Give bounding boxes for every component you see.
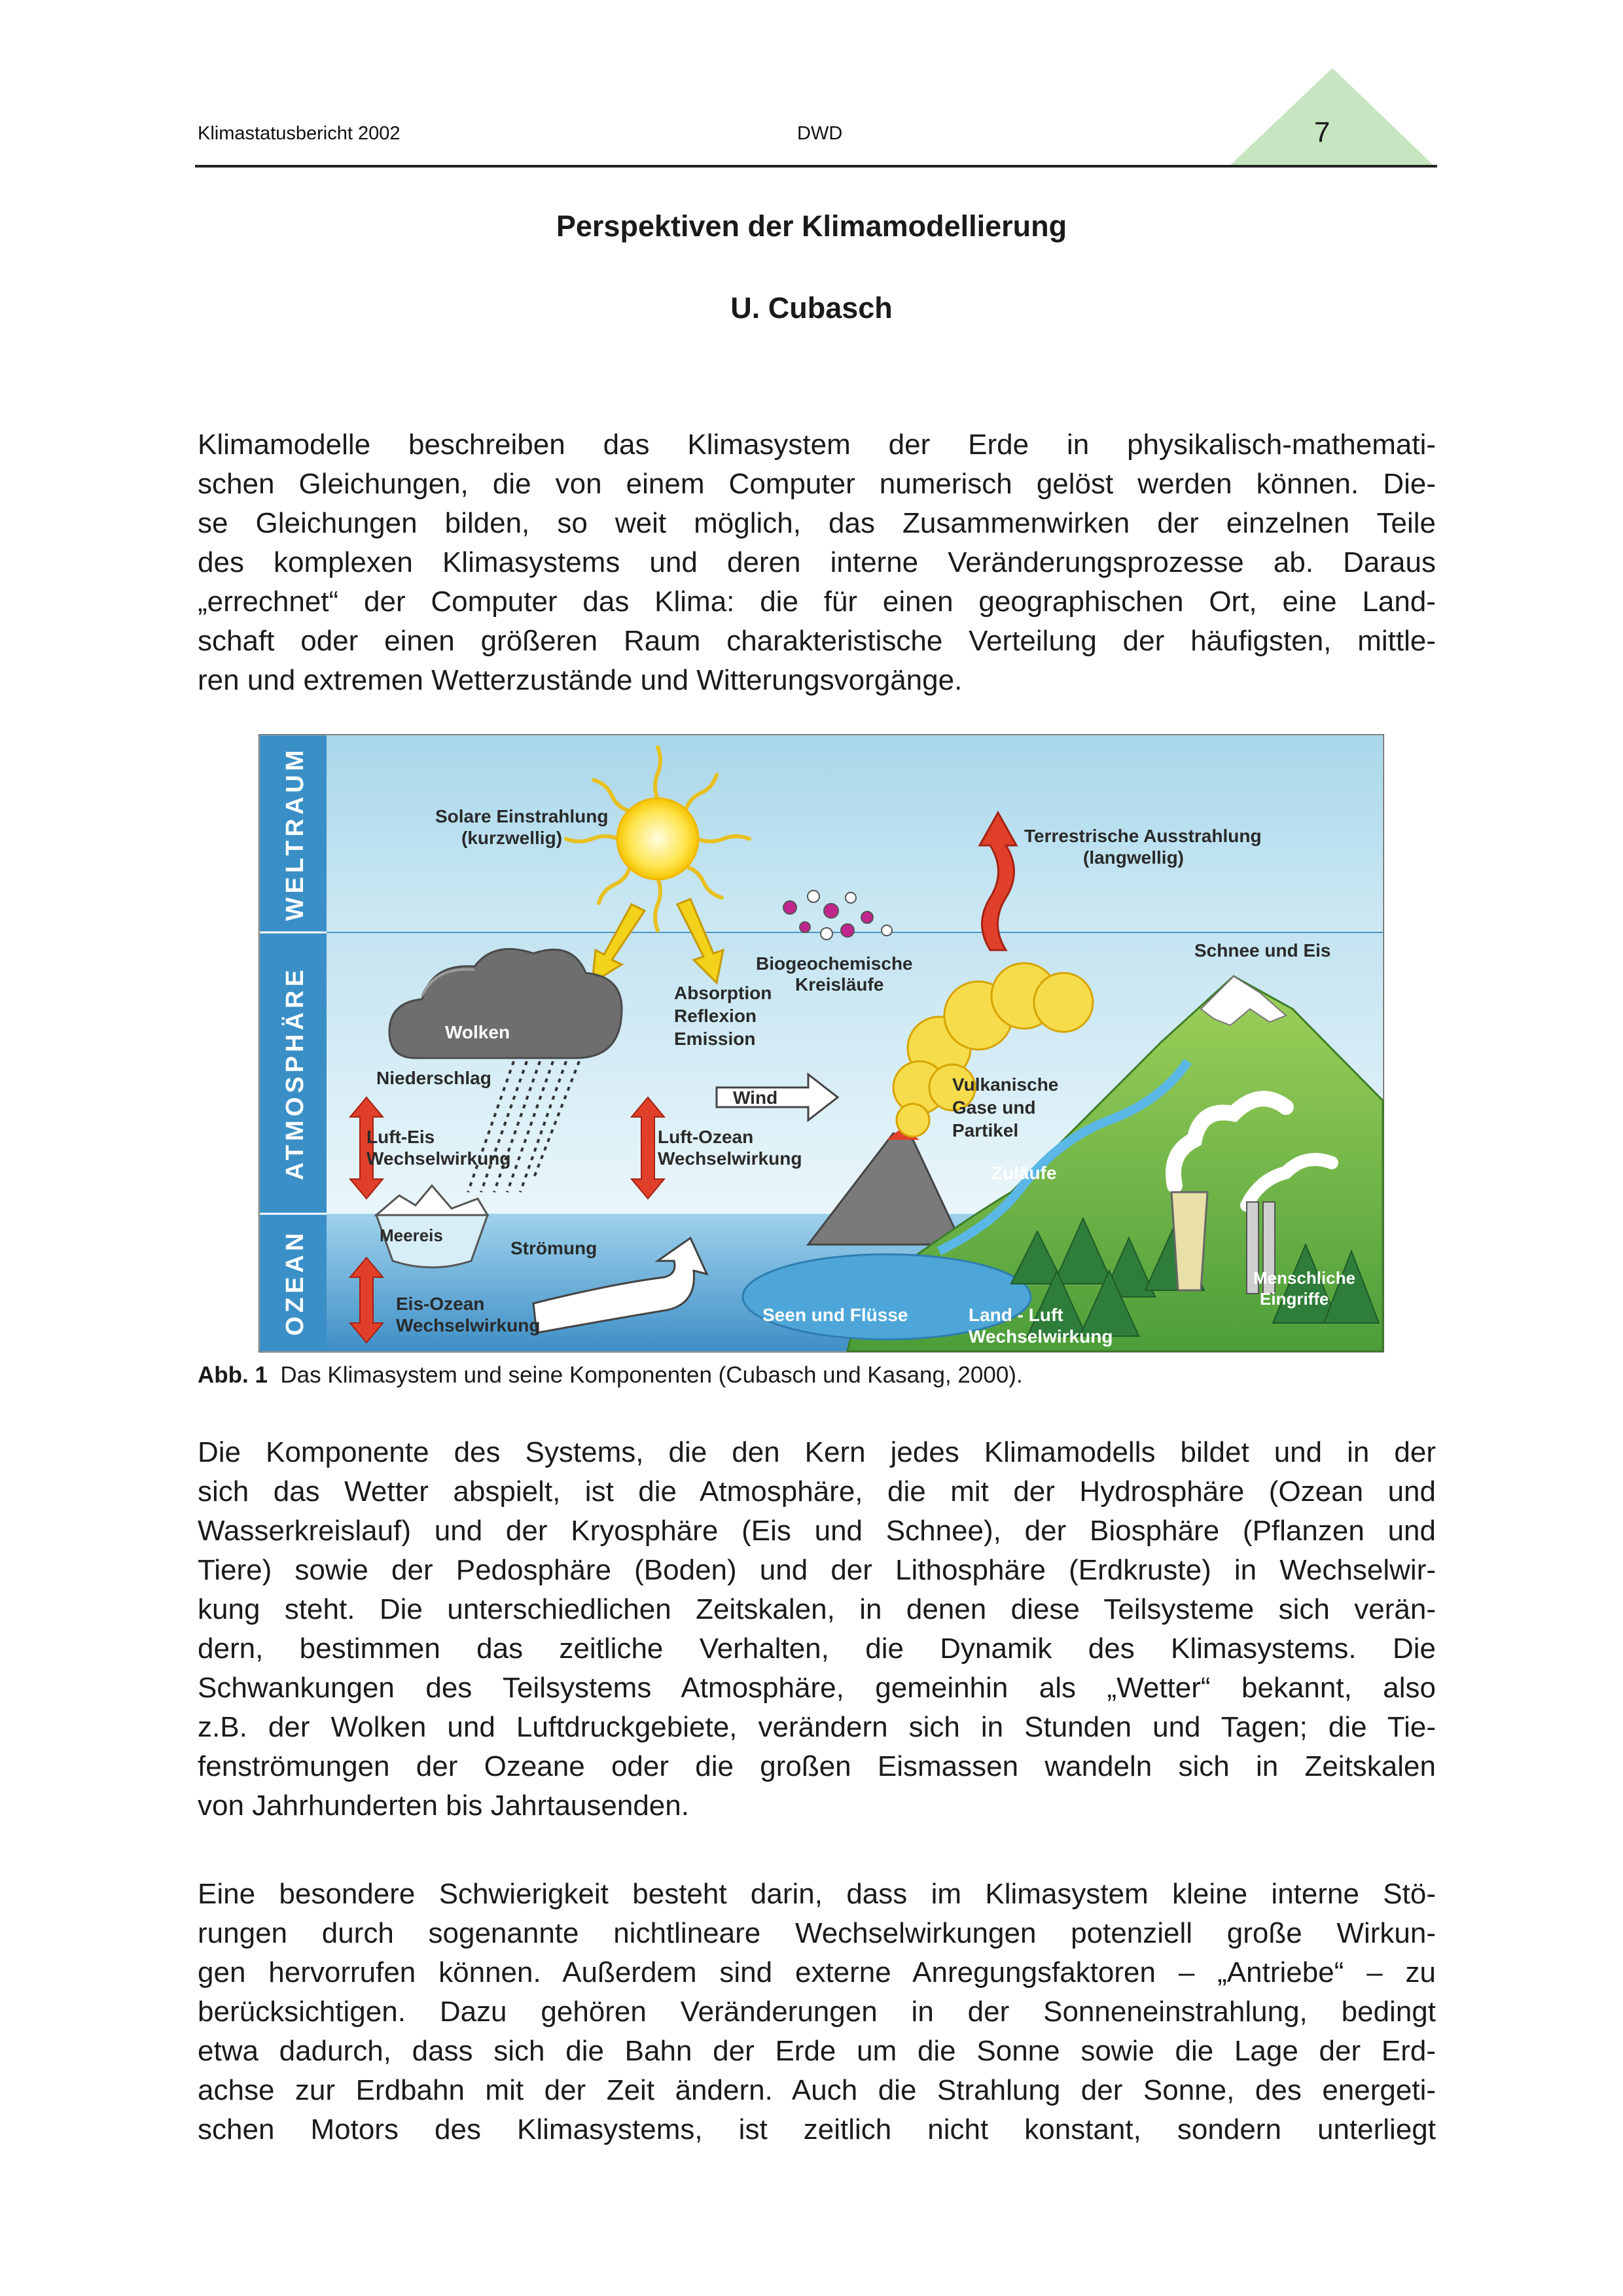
label-precipitation: Niederschlag [376,1068,491,1088]
text-line: kung steht. Die unterschiedlichen Zeitskalen, in denen diese Teilsysteme sich verän- [198,1593,1436,1625]
text-line: Die Komponente des Systems, die den Kern jedes Klimamodells bildet und in der [198,1436,1436,1468]
label-human: Menschliche [1253,1268,1356,1288]
header-report-title: Klimastatusbericht 2002 [198,123,401,144]
label-volcanic: Vulkanische [952,1074,1059,1095]
label-absorption: Absorption [674,983,772,1003]
label-land-air-sub: Wechselwirkung [969,1326,1113,1347]
label-reflexion: Reflexion [674,1006,757,1026]
label-solar-radiation-sub: (kurzwellig) [461,828,563,848]
text-line: von Jahrhunderten bis Jahrtausenden. [198,1790,689,1822]
text-line: des komplexen Klimasystems und deren interne Veränderungsprozesse ab. Daraus [198,546,1436,578]
label-solar-radiation: Solare Einstrahlung [435,806,609,826]
article-author: U. Cubasch [730,291,893,325]
label-volcanic-2: Gase und [952,1097,1036,1118]
label-tributaries: Zuläufe [991,1163,1057,1183]
label-ice-ocean: Eis-Ozean [396,1294,485,1314]
label-air-ocean-sub: Wechselwirkung [658,1148,802,1169]
label-biogeochemical-sub: Kreisläufe [795,974,884,995]
text-line: se Gleichungen bilden, so weit möglich, das Zusammenwirken der einzelnen Teile [198,507,1436,539]
label-emission: Emission [674,1029,756,1049]
page-number: 7 [1314,116,1330,149]
label-biogeochemical: Biogeochemische [756,953,913,974]
text-line: Schwankungen des Teilsystems Atmosphäre, gemeinhin als „Wetter“ bekannt, also [198,1672,1436,1704]
side-label-atmosphere: ATMOSPHÄRE [281,966,309,1180]
text-line: ren und extremen Wetterzustände und Witterungsvorgänge. [198,664,963,696]
label-current: Strömung [510,1238,597,1258]
text-line: dern, bestimmen das zeitliche Verhalten, die Dynamik des Klimasystems. Die [198,1633,1436,1665]
side-label-space: WELTRAUM [281,746,309,921]
text-line: achse zur Erdbahn mit der Zeit ändern. Auch die Strahlung der Sonne, des energeti- [198,2074,1436,2106]
label-human-sub: Eingriffe [1260,1289,1329,1309]
label-land-air: Land - Luft [969,1305,1063,1325]
text-line: rungen durch sogenannte nichtlineare Wechselwirkungen potenziell große Wirkun- [198,1917,1436,1949]
label-terrestrial-radiation-sub: (langwellig) [1083,847,1184,868]
label-wind: Wind [733,1087,778,1108]
label-volcanic-3: Partikel [952,1120,1019,1140]
label-air-ocean: Luft-Ozean [658,1127,754,1147]
text-line: gen hervorrufen können. Außerdem sind externe Anregungsfaktoren – „Antriebe“ – zu [198,1956,1436,1988]
text-line: Tiere) sowie der Pedosphäre (Boden) und der Lithosphäre (Erdkruste) in Wechselwir- [198,1554,1436,1586]
label-sea-ice: Meereis [380,1226,443,1245]
text-line: z.B. der Wolken und Luftdruckgebiete, verändern sich in Stunden und Tagen; die Tie- [198,1711,1436,1743]
label-ice-ocean-sub: Wechselwirkung [396,1315,541,1335]
figure-caption [198,1362,1023,1388]
text-line: schen Gleichungen, die von einem Computer numerisch gelöst werden können. Die- [198,468,1436,500]
text-line: schen Motors des Klimasystems, ist zeitlich nicht konstant, sondern unterliegt [198,2113,1436,2146]
text-line: schaft oder einen größeren Raum charakteristische Verteilung der häufigsten, mittle- [198,625,1436,657]
header-triangle-decoration [1228,68,1436,168]
climate-system-figure [259,734,1384,1352]
text-line: etwa dadurch, dass sich die Bahn der Erde um die Sonne sowie die Lage der Erd- [198,2035,1436,2067]
text-line: Wasserkreislauf) und der Kryosphäre (Eis und Schnee), der Biosphäre (Pflanzen und [198,1515,1436,1547]
label-clouds: Wolken [445,1022,510,1042]
label-air-ice: Luft-Eis [366,1127,435,1147]
article-title: Perspektiven der Klimamodellierung [556,209,1067,243]
label-snow-ice: Schnee und Eis [1194,940,1331,961]
paragraph-difficulty [198,1875,1436,2149]
caption-label: Abb. 1 [198,1362,268,1388]
caption-text: Das Klimasystem und seine Komponenten (Cubasch und Kasang, 2000). [280,1362,1023,1388]
label-terrestrial-radiation: Terrestrische Ausstrahlung [1024,826,1262,846]
label-air-ice-sub: Wechselwirkung [366,1148,511,1169]
paragraph-components [198,1433,1436,1826]
label-lakes-rivers: Seen und Flüsse [762,1305,908,1325]
text-line: Eine besondere Schwierigkeit besteht darin, dass im Klimasystem kleine interne Stö- [198,1878,1436,1910]
text-line: berücksichtigen. Dazu gehören Veränderungen in der Sonneneinstrahlung, bedingt [198,1996,1436,2028]
header-divider [195,165,1437,168]
text-line: „errechnet“ der Computer das Klima: die für einen geographischen Ort, eine Land- [198,586,1436,618]
text-line: Klimamodelle beschreiben das Klimasystem der Erde in physikalisch-mathemati- [198,429,1436,461]
header-publisher: DWD [797,123,843,144]
text-line: sich das Wetter abspielt, ist die Atmosphäre, die mit der Hydrosphäre (Ozean und [198,1475,1436,1508]
text-line: fenströmungen der Ozeane oder die großen Eismassen wandeln sich in Zeitskalen [198,1750,1436,1782]
paragraph-intro [198,425,1436,700]
side-label-ocean: OZEAN [281,1229,309,1336]
